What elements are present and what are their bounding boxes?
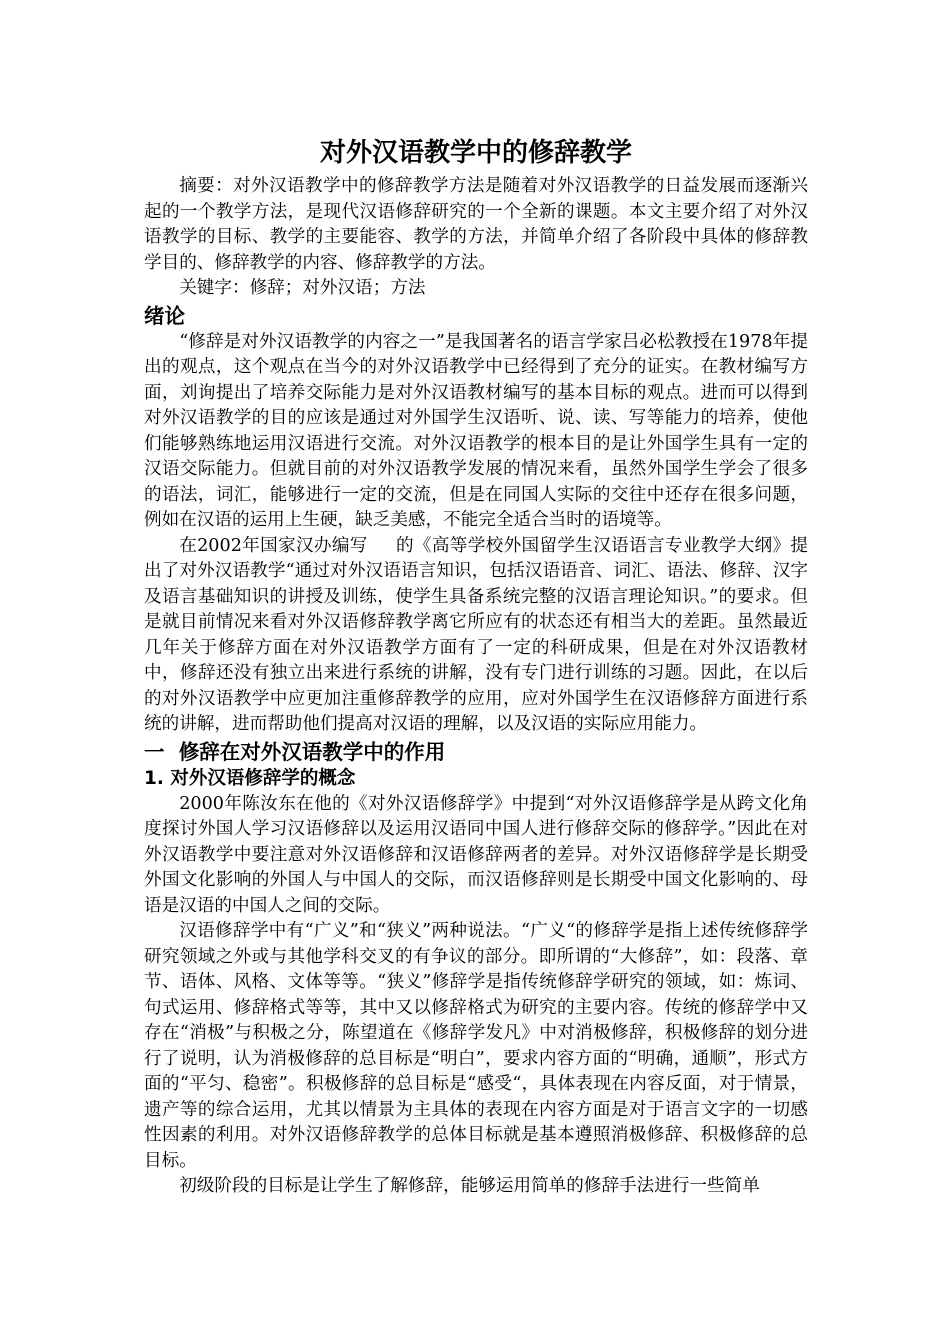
section-1-heading: 一 修辞在对外汉语教学中的作用: [144, 739, 446, 764]
document-page: [144, 128, 808, 1200]
section-1-paragraph-2: 汉语修辞学中有“广义”和“狭义”两种说法。“广义“的修辞学是指上述传统修辞学研究领域之外或与其他学科交叉的有争议的部分。即所谓的“大修辞”，如：段落、章节、语体、风格、文体等等。“狭义”修辞学是指传统修辞学研究的领域，如：炼词、句式运用、修辞格式等等，其中又以修辞格式为研究的主要内容。传统的修辞学中又存在“消极”与积极之分，陈望道在《修辞学发凡》中对消极修辞，积极修辞的划分进行了说明，认为消极修辞的总目标是“明白”，要求内容方面的“明确，通顺”，形式方面的“平匀、稳密”。积极修辞的总目标是“感受“，具体表现在内容反面，对于情景，遗产等的综合运用，尤其以情景为主具体的表现在内容方面是对于语言文字的一切感性因素的利用。对外汉语修辞教学的总体目标就是基本遵照消极修辞、积极修辞的总目标。: [144, 921, 808, 1171]
section-1-paragraph-1: 2000年陈汝东在他的《对外汉语修辞学》中提到“对外汉语修辞学是从跨文化角度探讨外国人学习汉语修辞以及运用汉语同中国人进行修辞交际的修辞学。”因此在对外汉语教学中要注意对外汉语修辞和汉语修辞两者的差异。对外汉语修辞学是长期受外国文化影响的外国人与中国人的交际，而汉语修辞则是长期受中国文化影响的、母语是汉语的中国人之间的交际。: [144, 793, 808, 916]
intro-paragraph-2-rest: 的《高等学校外国留学生汉语语言专业教学大纲》提出了对外汉语教学“通过对外汉语语言知识，包括汉语语音、词汇、语法、修辞、汉字及语言基础知识的讲授及训练，使学生具备系统完整的汉语言理论知识。”的要求。但是就目前情况来看对外汉语修辞教学离它所应有的状态还有相当大的差距。虽然最近几年关于修辞方面在对外汉语教学方面有了一定的科研成果，但是在对外汉语教材中，修辞还没有独立出来进行系统的讲解，没有专门进行训练的习题。因此，在以后的对外汉语教学中应更加注重修辞教学的应用，应对外国学生在汉语修辞方面进行系统的讲解，进而帮助他们提高对汉语的理解，以及汉语的实际应用能力。: [144, 535, 808, 734]
intro-paragraph-2: [144, 534, 808, 738]
subsection-1-heading: 1. 对外汉语修辞学的概念: [144, 767, 356, 789]
keywords-line: 关键字：修辞；对外汉语；方法: [179, 278, 426, 298]
abstract-paragraph: 摘要：对外汉语教学中的修辞教学方法是随着对外汉语教学的日益发展而逐渐兴起的一个教学方法，是现代汉语修辞研究的一个全新的课题。本文主要介绍了对外汉语教学的目标、教学的主要能容、教学的方法，并简单介绍了各阶段中具体的修辞教学目的、修辞教学的内容、修辞教学的方法。: [144, 176, 808, 273]
document-title: 对外汉语教学中的修辞教学: [319, 138, 632, 168]
section-1-paragraph-3: 初级阶段的目标是让学生了解修辞，能够运用简单的修辞手法进行一些简单: [179, 1176, 760, 1196]
intro-paragraph-1: “修辞是对外汉语教学的内容之一”是我国著名的语言学家吕必松教授在1978年提出的观点，这个观点在当今的对外汉语教学中已经得到了充分的证实。在教材编写方面，刘询提出了培养交际能力是对外汉语教材编写的基本目标的观点。进而可以得到对外汉语教学的目的应该是通过对外国学生汉语听、说、读、写等能力的培养，使他们能够熟练地运用汉语进行交流。对外汉语教学的根本目的是让外国学生具有一定的汉语交际能力。但就目前的对外汉语教学发展的情况来看，虽然外国学生学会了很多的语法，词汇，能够进行一定的交流，但是在同国人实际的交往中还存在很多问题，例如在汉语的运用上生硬，缺乏美感，不能完全适合当时的语境等。: [144, 331, 808, 530]
intro-heading: 绪论: [144, 303, 185, 328]
intro-paragraph-2-start: 在2002年国家汉办编写: [179, 535, 368, 556]
